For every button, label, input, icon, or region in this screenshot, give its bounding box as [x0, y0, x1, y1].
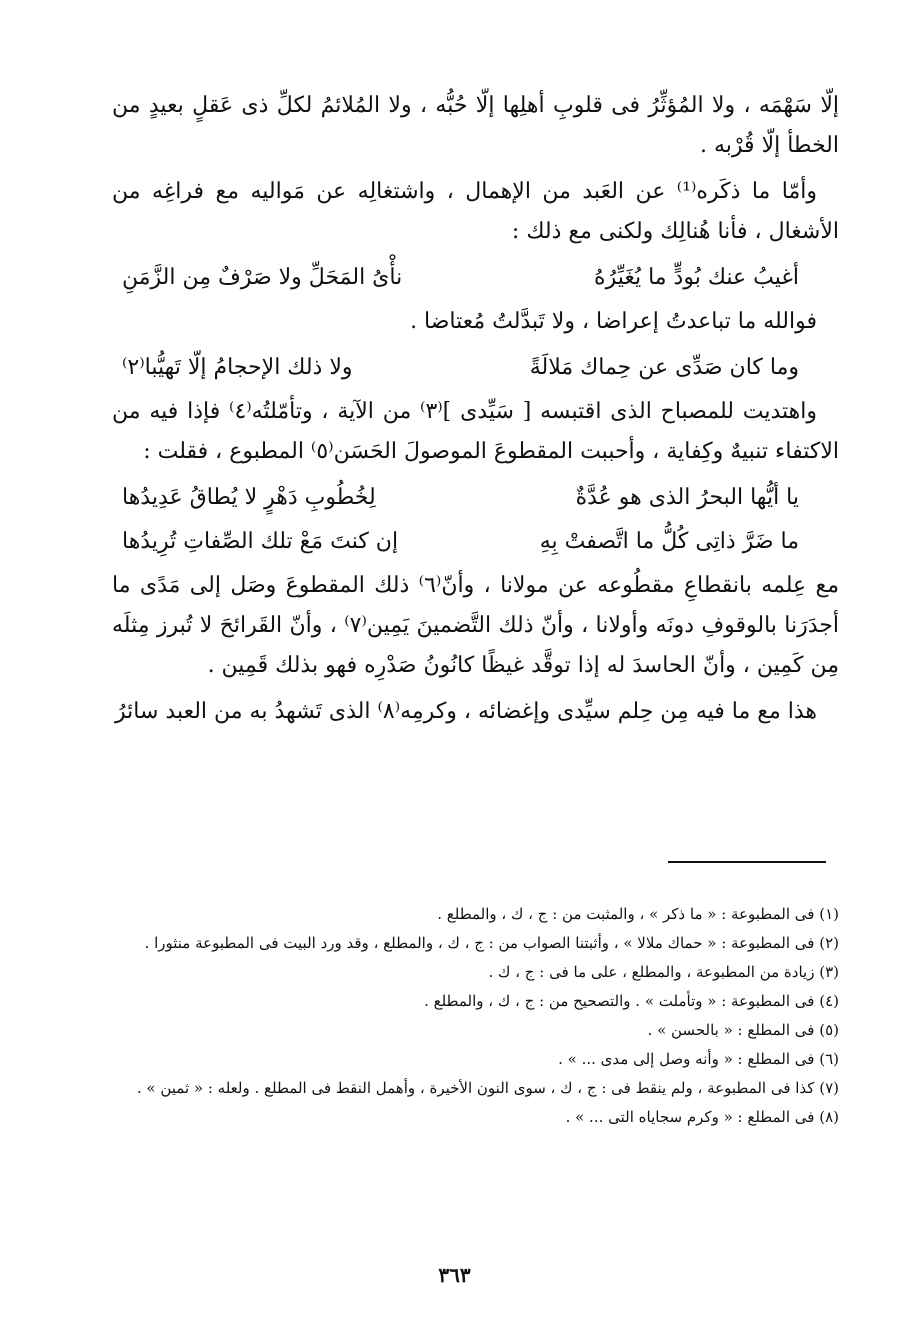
verse-2 — [112, 348, 839, 388]
verse-1-first-hemistich: أغيبُ عنك بُودٍّ ما يُغَيِّرُهُ — [594, 265, 799, 290]
verse-3 — [112, 478, 839, 518]
verse-4-second-hemistich: إن كنتَ مَعْ تلك الصِّفاتِ تُرِيدُها — [122, 529, 399, 554]
footnote-2: (٢) فى المطبوعة : « حماك ملالا » ، وأثبتنا الصواب من : ج ، ك ، والمطلع ، وقد ورد البيت فى المطبوعة منثورا . — [144, 934, 839, 952]
paragraph-1: إلّا سَهْمَه ، ولا المُؤثِّرُ فى قلوبِ أهلِها إلّا حُبُّه ، ولا المُلائمُ لكلِّ ذى عَقلٍ بعيدٍ من الخطأ إلّا قُرْبه . — [112, 93, 839, 158]
footnote-6: (٦) فى المطلع : « وأنه وصل إلى مدى ... » . — [558, 1050, 839, 1068]
footnotes — [112, 900, 839, 1132]
page-number: ٣٦٣ — [438, 1263, 471, 1287]
footnote-8: (٨) فى المطلع : « وكرم سجاياه التى ... » . — [565, 1108, 839, 1126]
footnote-5: (٥) فى المطلع : « بالحسن » . — [647, 1021, 839, 1039]
verse-1-second-hemistich: نأْىُ المَحَلِّ ولا صَرْفٌ مِن الزَّمَنِ — [122, 265, 403, 290]
footnote-4: (٤) فى المطبوعة : « وتأملت » . والتصحيح من : ج ، ك ، والمطلع . — [424, 992, 839, 1010]
paragraph-2: وأمّا ما ذكَره⁽¹⁾ عن العَبد من الإهمال ، واشتغالِه عن مَواليه مع فراغِه من الأشغال ، فأنا هُنالِك ولكنى مع ذلك : — [112, 179, 839, 244]
verse-4-first-hemistich: ما ضَرَّ ذاتِى كُلُّ ما اتَّصفتْ بِهِ — [539, 529, 799, 554]
verse-4 — [112, 522, 839, 562]
paragraph-6: هذا مع ما فيه مِن حِلم سيِّدى وإغضائه ، وكرمِه⁽٨⁾ الذى تَشهدُ به من العبد سائرُ — [115, 699, 817, 724]
footnote-1: (١) فى المطبوعة : « ما ذكر » ، والمثبت من : ج ، ك ، والمطلع . — [437, 905, 839, 923]
verse-1 — [112, 258, 839, 298]
footnote-7: (٧) كذا فى المطبوعة ، ولم ينقط فى : ج ، ك ، سوى النون الأخيرة ، وأهمل النقط فى المطلع . ولعله : « ثمين » . — [136, 1079, 839, 1097]
verse-3-second-hemistich: لِخُطُوبِ دَهْرٍ لا يُطاقُ عَدِيدُها — [122, 485, 376, 510]
paragraph-3: فوالله ما تباعدتُ إعراضا ، ولا تَبدَّلتُ مُعتاضا . — [410, 309, 817, 334]
footnote-3: (٣) زيادة من المطبوعة ، والمطلع ، على ما فى : ج ، ك . — [488, 963, 839, 981]
paragraph-5: مع عِلمه بانقطاعِ مقطُوعه عن مولانا ، وأنّ⁽٦⁾ ذلك المقطوعَ وصَل إلى مَدًى ما أجدَرَنا بالوقوفِ دونَه وأولانا ، وأنّ ذلك التَّضمينَ يَمِين⁽٧⁾ ، وأنّ القَرائحَ لا تُبرز مِثلَه مِن كَمِين ، وأنّ الحاسدَ له إذا توقَّد غيظًا كانُونُ صَدْرِه فهو بذلك قَمِين . — [112, 573, 839, 678]
footnote-divider — [668, 861, 826, 863]
paragraph-4: واهتديت للمصباح الذى اقتبسه [ سَيِّدى ]⁽٣⁾ من الآية ، وتأمّلتُه⁽٤⁾ فإذا فيه من الاكتفاء تنبيهٌ وكِفاية ، وأحببت المقطوعَ الموصولَ الحَسَن⁽٥⁾ المطبوع ، فقلت : — [112, 399, 839, 464]
verse-2-first-hemistich: وما كان صَدِّى عن حِماك مَلالَةً — [529, 355, 799, 380]
verse-3-first-hemistich: يا أيُّها البحرُ الذى هو عُدَّةٌ — [575, 485, 799, 510]
verse-2-second-hemistich: ولا ذلك الإحجامُ إلّا تَهيُّبا⁽٢⁾ — [122, 355, 353, 380]
main-text — [112, 86, 839, 738]
